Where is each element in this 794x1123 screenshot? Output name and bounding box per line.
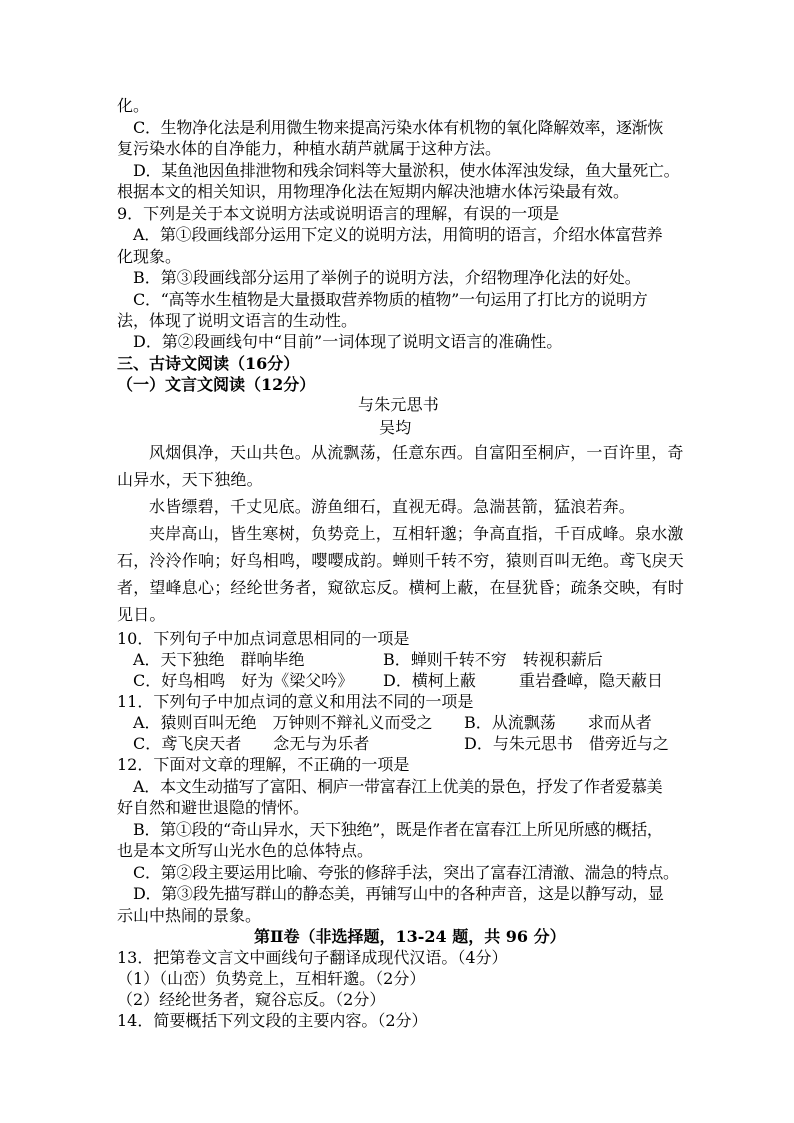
q12-option-a-line2: 好自然和避世退隐的情怀。 xyxy=(117,798,310,817)
q10-option-d-pair: 重岩叠嶂，隐天蔽日 xyxy=(519,671,664,690)
q11-option-a: A．猿则百叫无绝 万钟则不辩礼义而受之 xyxy=(133,713,433,732)
q10-option-a: A．天下独绝 群响毕绝 xyxy=(133,650,305,669)
option-d-line2: 根据本文的相关知识，用物理净化法在短期内解决池塘水体污染最有效。 xyxy=(117,182,630,201)
question-14-stem: 14．简要概括下列文段的主要内容。（2分） xyxy=(117,1011,428,1030)
q10-option-d: D．横柯上蔽 xyxy=(383,671,476,690)
question-11-stem: 11．下列句子中加点词的意义和用法不同的一项是 xyxy=(117,692,474,711)
q12-option-b-line2: 也是本文所写山光水色的总体特点。 xyxy=(117,841,374,860)
q12-option-d-line2: 示山中热闹的景象。 xyxy=(117,906,262,925)
q9-option-d: D．第②段画线句中“目前”一词体现了说明文语言的准确性。 xyxy=(133,332,563,351)
section-3-heading: 三、古诗文阅读（16分） xyxy=(117,354,300,373)
q12-option-d-line1: D．第③段先描写群山的静态美，再铺写山中的各种声音，这是以静写动，显 xyxy=(133,884,664,903)
q11-option-b: B．从流飘荡 求而从者 xyxy=(464,713,652,732)
option-c-line1: C．生物净化法是利用微生物来提高污染水体有机物的氧化降解效率，逐渐恢 xyxy=(133,118,664,137)
passage-p3-line3: 者，望峰息心；经纶世务者，窥欲忘反。横柯上蔽，在昼犹昏；疏条交映，有时 xyxy=(117,578,685,597)
option-c-line2: 复污染水体的自净能力，种植水葫芦就属于这种方法。 xyxy=(117,139,502,158)
text-line: 化。 xyxy=(117,96,150,115)
question-9-stem: 9．下列是关于本文说明方法或说明语言的理解，有误的一项是 xyxy=(117,204,560,223)
passage-title: 与朱元思书 xyxy=(358,395,440,414)
q9-option-a-line1: A．第①段画线部分运用下定义的说明方法，用简明的语言，介绍水体富营养 xyxy=(133,225,663,244)
question-12-stem: 12．下面对文章的理解，不正确的一项是 xyxy=(117,755,410,774)
q12-option-b-line1: B．第①段的“奇山异水，天下独绝”，既是作者在富春江上所见所感的概括， xyxy=(133,820,663,839)
q10-option-b: B．蝉则千转不穷 转视积薪后 xyxy=(383,650,603,669)
q10-option-c: C．好鸟相鸣 好为《梁父吟》 xyxy=(133,671,354,690)
q13-sentence-1: （1）（山峦）负势竞上，互相轩邈。（2分） xyxy=(117,969,426,988)
q12-option-c: C．第②段主要运用比喻、夸张的修辞手法，突出了富春江清澈、湍急的特点。 xyxy=(133,863,679,882)
q11-option-d: D．与朱元思书 借旁近与之 xyxy=(464,734,669,753)
passage-p3-line1: 夹岸高山，皆生寒树，负势竞上，互相轩邈；争高直指，千百成峰。泉水激 xyxy=(149,524,684,543)
q13-sentence-2: （2）经纶世务者，窥谷忘反。（2分） xyxy=(117,990,386,1009)
passage-p2: 水皆缥碧，千丈见底。游鱼细石，直视无碍。急湍甚箭，猛浪若奔。 xyxy=(149,497,636,516)
q9-option-b: B．第③段画线部分运用了举例子的说明方法，介绍物理净化法的好处。 xyxy=(133,268,641,287)
question-10-stem: 10．下列句子中加点词意思相同的一项是 xyxy=(117,629,410,648)
q9-option-a-line2: 化现象。 xyxy=(117,247,182,266)
q9-option-c-line2: 法，体现了说明文语言的生动性。 xyxy=(117,311,358,330)
passage-author: 吴均 xyxy=(379,418,412,437)
question-13-stem: 13．把第卷文言文中画线句子翻译成现代汉语。（4分） xyxy=(117,948,508,967)
q12-option-a-line1: A．本文生动描写了富阳、桐庐一带富春江上优美的景色，抒发了作者爱慕美 xyxy=(133,777,663,796)
q11-option-c: C．鸢飞戾天者 念无与为乐者 xyxy=(133,734,370,753)
part-2-heading: 第Ⅱ卷（非选择题，13-24 题，共 96 分） xyxy=(254,927,566,946)
subsection-heading: （一）文言文阅读（12分） xyxy=(117,375,316,394)
passage-p1-line1: 风烟俱净，天山共色。从流飘荡，任意东西。自富阳至桐庐，一百许里，奇 xyxy=(149,443,684,462)
option-d-line1: D．某鱼池因鱼排泄物和残余饲料等大量淤积，使水体浑浊发绿，鱼大量死亡。 xyxy=(133,161,680,180)
passage-p1-line2: 山异水，天下独绝。 xyxy=(117,470,263,489)
passage-p3-line4: 见日。 xyxy=(117,605,166,624)
passage-p3-line2: 石，泠泠作响；好鸟相鸣，嘤嘤成韵。蝉则千转不穷，猿则百叫无绝。鸢飞戾天 xyxy=(117,551,685,570)
q9-option-c-line1: C．“高等水生植物是大量摄取营养物质的植物”一句运用了打比方的说明方 xyxy=(133,290,648,309)
